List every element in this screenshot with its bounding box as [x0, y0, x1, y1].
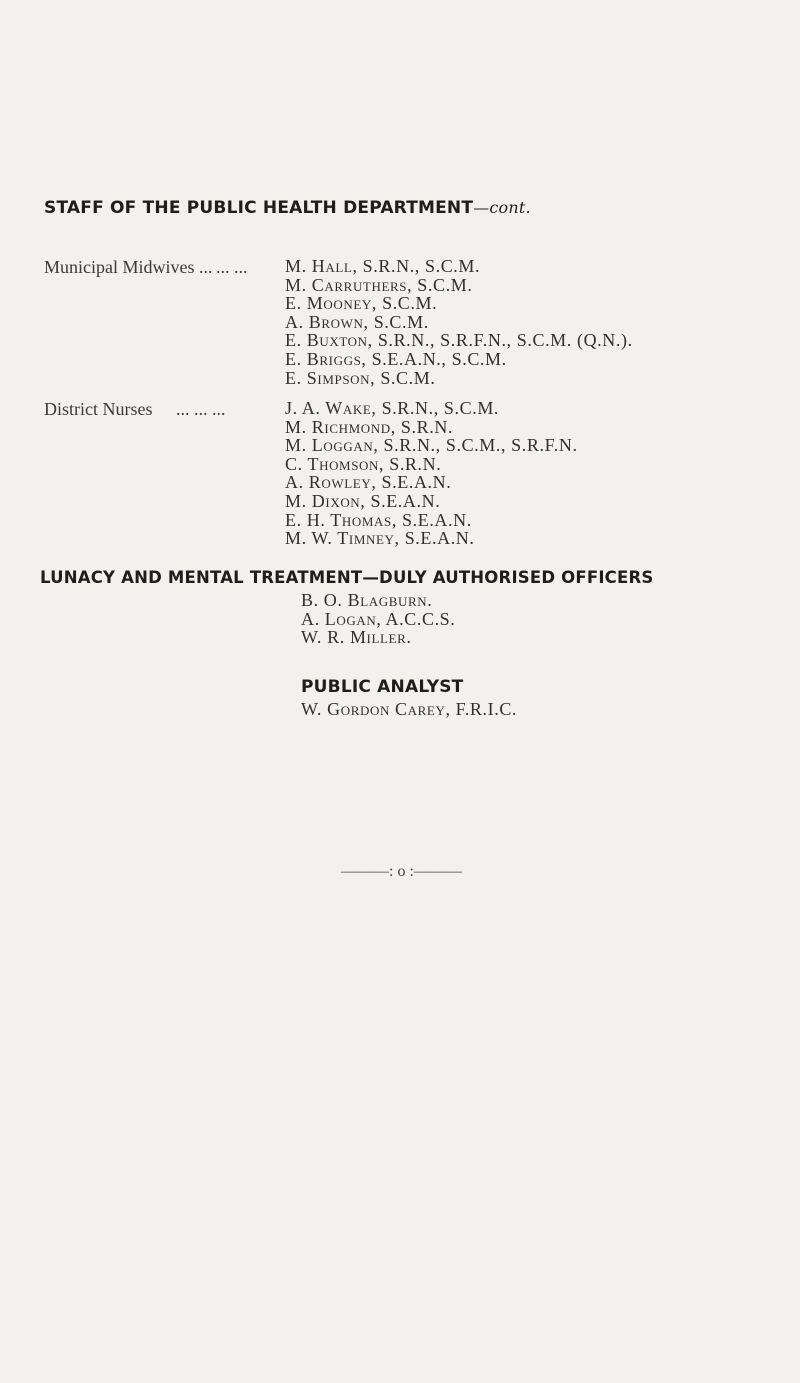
authorised-officer-entry: A. Logan, A.C.C.S.	[301, 608, 456, 629]
section-separator: ———: o :———	[341, 863, 462, 880]
district-nurse-entry: A. Rowley, S.E.A.N.	[285, 472, 452, 493]
district-nurse-entry: M. W. Timney, S.E.A.N.	[285, 528, 475, 549]
authorised-officer-entry: B. O. Blagburn.	[301, 590, 433, 610]
midwife-entry: E. Simpson, S.C.M.	[285, 367, 436, 388]
lunacy-officers-list	[301, 591, 455, 647]
district-nurse-entry: M. Loggan, S.R.N., S.C.M., S.R.F.N.	[285, 435, 578, 456]
page-heading-main: STAFF OF THE PUBLIC HEALTH DEPARTMENT	[44, 198, 474, 218]
district-nurses-leader: ... ... ...	[176, 399, 226, 419]
page-heading-suffix: —cont.	[473, 198, 531, 217]
page-heading	[44, 198, 531, 218]
district-nurse-entry: C. Thomson, S.R.N.	[285, 453, 442, 474]
midwives-label: Municipal Midwives ...	[44, 257, 213, 277]
lunacy-heading: LUNACY AND MENTAL TREATMENT—DULY AUTHORISED OFFICERS	[40, 568, 654, 587]
midwife-entry: M. Carruthers, S.C.M.	[285, 274, 473, 295]
midwife-entry: E. Buxton, S.R.N., S.R.F.N., S.C.M. (Q.N.).	[285, 330, 633, 351]
district-nurse-entry: E. H. Thomas, S.E.A.N.	[285, 509, 472, 530]
midwife-entry: A. Brown, S.C.M.	[285, 311, 429, 332]
midwife-entry: E. Briggs, S.E.A.N., S.C.M.	[285, 348, 507, 369]
district-nurse-entry: M. Richmond, S.R.N.	[285, 416, 454, 437]
midwife-entry: E. Mooney, S.C.M.	[285, 293, 438, 314]
public-analyst-entry: W. Gordon Carey, F.R.I.C.	[301, 699, 518, 719]
district-nurses-list	[285, 399, 578, 548]
public-analyst-list	[301, 700, 517, 719]
district-nurse-entry: J. A. Wake, S.R.N., S.C.M.	[285, 398, 500, 418]
authorised-officer-entry: W. R. Miller.	[301, 627, 412, 648]
district-nurses-label: District Nurses	[44, 399, 153, 419]
midwife-entry: M. Hall, S.R.N., S.C.M.	[285, 256, 481, 276]
midwives-leader: ... ...	[216, 257, 248, 277]
midwives-list	[285, 257, 633, 387]
public-analyst-heading: PUBLIC ANALYST	[301, 677, 464, 697]
district-nurse-entry: M. Dixon, S.E.A.N.	[285, 490, 441, 511]
